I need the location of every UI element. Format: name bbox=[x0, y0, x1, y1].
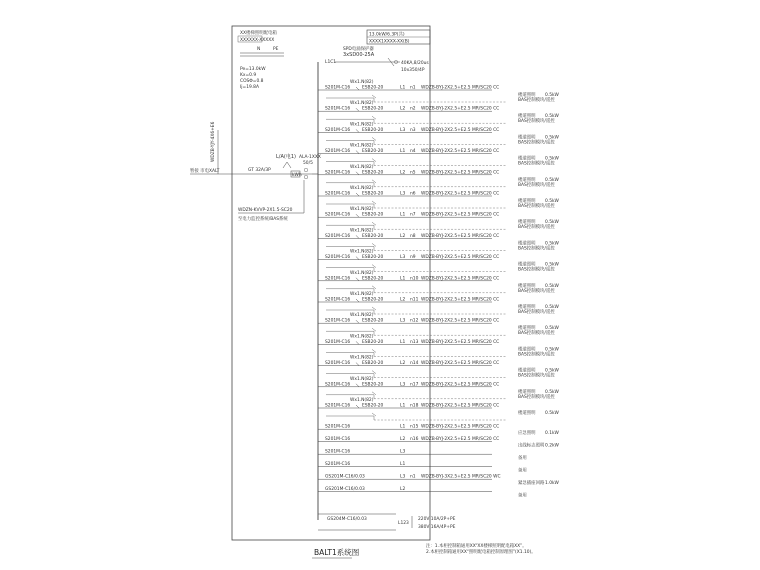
switch-icon bbox=[356, 235, 359, 238]
circuit-load: 应急照明 bbox=[518, 431, 536, 437]
info-ij: Ij=19.8A bbox=[240, 85, 259, 90]
relay-contact-icon bbox=[372, 201, 376, 204]
circuit-relay: Wx1.N(82) bbox=[350, 207, 374, 213]
ats-sub: 10x350/4P bbox=[401, 68, 425, 73]
circuit-relay: Wx1.N(82) bbox=[350, 164, 374, 170]
circuit-power: 0.1kW bbox=[545, 431, 559, 437]
circuit-contactor: ESB20-20 bbox=[362, 212, 384, 218]
circuit-load: 楼道照明 bbox=[518, 283, 536, 289]
circuit-number: n3 bbox=[410, 127, 416, 133]
relay-contact-icon bbox=[372, 349, 376, 352]
circuit-phase: L3 bbox=[400, 255, 406, 261]
circuit-load: 楼道照明 bbox=[518, 135, 536, 141]
incoming-cable2: WDZN-KVVP-2X1.5-SC20 bbox=[238, 208, 293, 213]
circuit-breaker: S201M-C16 bbox=[325, 403, 351, 409]
circuit-power: 0.5kW bbox=[545, 262, 559, 268]
circuit-bas: BAS控制模块/遥控 bbox=[518, 204, 555, 209]
circuit-breaker: S201M-C16 bbox=[325, 85, 351, 91]
circuit-cable: WDZB-BYJ-2X2.5+E2.5 MR/SC20 CC bbox=[421, 339, 500, 345]
circuit-load: 楼道照明 bbox=[518, 241, 536, 247]
relay-contact-icon bbox=[372, 413, 376, 416]
circuit-rows bbox=[318, 79, 560, 499]
circuit-relay: Wx1.N(82) bbox=[350, 101, 374, 107]
circuit-phase: L1 bbox=[400, 212, 406, 218]
circuit-cable: WDZB-BYJ-3X2.5+E2.5 MR/SC20 WC bbox=[421, 474, 501, 480]
circuit-power: 0.5kW bbox=[545, 326, 559, 332]
switch-icon bbox=[356, 384, 359, 387]
note-2: 2.本柜控制箱通用XX“照明配电箱控制原理图”(X1.10)。 bbox=[426, 550, 536, 555]
circuit-power: 0.5kW bbox=[545, 220, 559, 226]
circuit-load: 楼道照明 bbox=[518, 368, 536, 374]
circuit-number: n8 bbox=[410, 233, 416, 239]
circuit-breaker: S201M-C16 bbox=[325, 462, 351, 468]
circuit-phase: L3 bbox=[400, 449, 406, 455]
relay-contact-icon bbox=[372, 328, 376, 331]
circuit-contactor: ESB20-20 bbox=[362, 106, 384, 112]
circuit-breaker: S201M-C16 bbox=[325, 339, 351, 345]
circuit-breaker: S201M-C16 bbox=[325, 255, 351, 261]
circuit-contactor: ESB20-20 bbox=[362, 361, 384, 367]
circuit-cable: WDZB-BYJ-2X2.5+E2.5 MR/SC20 CC bbox=[421, 403, 500, 409]
circuit-bas: BAS控制模块/遥控 bbox=[518, 225, 555, 231]
relay-contact-icon bbox=[372, 137, 376, 140]
circuit-power: 0.5kW bbox=[545, 135, 559, 141]
relay-contact-icon bbox=[372, 286, 376, 289]
circuit-phase: L3 bbox=[400, 318, 406, 324]
circuit-number: n15 bbox=[410, 424, 419, 430]
circuit-number: n16 bbox=[410, 437, 419, 443]
info-top-sub: XXXXXX-XXXXX bbox=[240, 38, 275, 43]
circuit-power: 0.5kW bbox=[545, 368, 559, 374]
switch-icon bbox=[356, 363, 359, 366]
relay-contact-icon bbox=[372, 243, 376, 246]
circuit-cable: WDZB-BYJ-2X2.5+E2.5 MR/SC20 CC bbox=[421, 361, 500, 367]
info-kx: Kx=0.9 bbox=[240, 73, 257, 78]
circuit-breaker: S201M-C16 bbox=[325, 318, 351, 324]
incoming-cable: WDZB-YJY-4X6+E6 bbox=[211, 121, 216, 162]
switch-icon bbox=[356, 129, 359, 132]
circuit-relay: Wx1.N(82) bbox=[350, 334, 374, 340]
switch-icon bbox=[356, 278, 359, 281]
spd-model: 3xSD00-25A bbox=[343, 52, 375, 58]
circuit-contactor: ESB20-20 bbox=[362, 276, 384, 282]
circuit-relay: Wx1.N(82) bbox=[350, 228, 374, 234]
circuit-power: 0.5kW bbox=[545, 156, 559, 162]
circuit-relay: Wx1.N(82) bbox=[350, 376, 374, 382]
circuit-phase: L2 bbox=[400, 487, 406, 493]
relay-contact-icon bbox=[372, 159, 376, 162]
circuit-power: 0.5kW bbox=[545, 241, 559, 247]
circuit-bas: BAS控制模块/遥控 bbox=[518, 331, 555, 337]
circuit-breaker: S201M-C16 bbox=[325, 170, 351, 176]
circuit-load: 楼道照明 bbox=[518, 326, 536, 332]
circuit-number: n9 bbox=[410, 255, 416, 261]
circuit-breaker: GS201M-C16/0.03 bbox=[325, 474, 365, 480]
circuit-cable: WDZB-BYJ-2X2.5+E2.5 MR/SC20 CC bbox=[421, 233, 500, 239]
circuit-phase: L2 bbox=[400, 361, 406, 367]
header-box-line2: XXXX1XXXX-XX(B) bbox=[369, 39, 410, 45]
circuit-relay: Wx1.N(82) bbox=[350, 292, 374, 297]
circuit-phase: L1 bbox=[400, 403, 406, 409]
circuit-cable: WDZB-BYJ-2X2.5+E2.5 MR/SC20 CC bbox=[421, 437, 500, 443]
circuit-phase: L3 bbox=[400, 191, 406, 197]
circuit-power: 0.2kW bbox=[545, 443, 559, 449]
circuit-number: n7 bbox=[410, 212, 416, 218]
circuit-number: n4 bbox=[410, 149, 416, 155]
circuit-contactor: ESB20-20 bbox=[362, 191, 384, 197]
circuit-contactor: ESB20-20 bbox=[362, 127, 384, 133]
circuit-bas: BAS控制模块/遥控 bbox=[518, 119, 555, 125]
circuit-load: 楼道照明 bbox=[518, 305, 536, 310]
switch-icon bbox=[356, 172, 359, 175]
circuit-relay: Wx1.N(82) bbox=[350, 143, 374, 149]
busbar-label: L1C1 bbox=[325, 60, 337, 65]
circuit-load: 楼道照明 bbox=[518, 156, 536, 162]
incoming-breaker: GT 32A/3P bbox=[248, 168, 271, 173]
circuit-breaker: S201M-C16 bbox=[325, 424, 351, 430]
circuit-cable: WDZB-BYJ-2X2.5+E2.5 MR/SC20 CC bbox=[421, 85, 500, 91]
circuit-load: 楼道照明 bbox=[518, 93, 536, 98]
circuit-number: n13 bbox=[410, 339, 419, 345]
circuit-load: 楼道照明 bbox=[518, 114, 536, 120]
circuit-breaker: S201M-C16 bbox=[325, 191, 351, 197]
relay-contact-icon bbox=[372, 222, 376, 225]
circuit-phase: L2 bbox=[400, 106, 406, 112]
incoming-cable2-note: 至电力监控系统/BAS系统 bbox=[238, 217, 288, 222]
circuit-cable: WDZB-BYJ-2X2.5+E2.5 MR/SC20 CC bbox=[421, 212, 500, 218]
circuit-load: 楼道照明 bbox=[518, 262, 536, 268]
kwh-label: kWh bbox=[292, 173, 302, 178]
circuit-contactor: ESB20-20 bbox=[362, 339, 384, 345]
circuit-contactor: ESB20-20 bbox=[362, 149, 384, 155]
circuit-bas: BAS控制模块/遥控 bbox=[518, 246, 555, 252]
circuit-breaker: S201M-C16 bbox=[325, 233, 351, 239]
circuit-load: 备用 bbox=[518, 493, 527, 499]
circuit-bas: BAS控制模块/遥控 bbox=[518, 267, 555, 273]
circuit-bas: BAS控制模块/遥控 bbox=[518, 182, 555, 188]
relay-contact-icon bbox=[372, 392, 376, 395]
info-sep-pe: PE bbox=[273, 47, 279, 52]
circuit-phase: L1 bbox=[400, 424, 406, 430]
circuit-phase: L3 bbox=[400, 382, 406, 388]
circuit-bas: BAS控制模块/遥控 bbox=[518, 310, 555, 315]
circuit-breaker: S201M-C16 bbox=[325, 449, 351, 455]
circuit-contactor: ESB20-20 bbox=[362, 85, 384, 91]
socket-phase: L123 bbox=[398, 521, 409, 526]
circuit-load: 楼道照明 bbox=[518, 347, 536, 353]
header-box-line1: 13.0kW/6.3P(共) bbox=[369, 32, 405, 38]
circuit-relay: Wx1.N(82) bbox=[350, 249, 374, 255]
circuit-number: n1 bbox=[410, 85, 416, 91]
circuit-cable: WDZB-BYJ-2X2.5+E2.5 MR/SC20 CC bbox=[421, 127, 500, 133]
circuit-breaker: GS201M-C16/0.03 bbox=[325, 487, 365, 493]
circuit-bas: BAS控制模块/遥控 bbox=[518, 373, 555, 379]
circuit-number: n10 bbox=[410, 276, 419, 282]
circuit-cable: WDZB-BYJ-2X2.5+E2.5 MR/SC20 CC bbox=[421, 297, 500, 303]
socket-breaker: GS204M-C16/0.03 bbox=[327, 517, 367, 522]
circuit-load: 楼道照明 bbox=[518, 389, 536, 395]
circuit-bas: BAS控制模块/遥控 bbox=[518, 140, 555, 146]
switch-icon bbox=[356, 299, 359, 302]
circuit-cable: WDZB-BYJ-2X2.5+E2.5 MR/SC20 CC bbox=[421, 276, 500, 282]
circuit-bas: BAS控制模块/遥控 bbox=[518, 98, 555, 103]
circuit-relay: Wx1.N(82) bbox=[350, 270, 374, 276]
circuit-phase: L1 bbox=[400, 339, 406, 345]
circuit-cable: WDZB-BYJ-2X2.5+E2.5 MR/SC20 CC bbox=[421, 170, 500, 176]
circuit-contactor: ESB20-20 bbox=[362, 233, 384, 239]
switch-icon bbox=[356, 193, 359, 196]
circuit-relay: Wx1.N(82) bbox=[350, 80, 374, 85]
circuit-bas: BAS控制模块/遥控 bbox=[518, 394, 555, 400]
circuit-relay: Wx1.N(82) bbox=[350, 186, 374, 191]
circuit-bas: BAS控制模块/遥控 bbox=[518, 352, 555, 358]
circuit-phase: L1 bbox=[400, 276, 406, 282]
circuit-phase: L3 bbox=[400, 474, 406, 480]
ats-model: 40KA,8/20us bbox=[401, 61, 429, 66]
switch-icon bbox=[356, 405, 359, 408]
circuit-number: n1 bbox=[410, 474, 416, 480]
circuit-breaker: S201M-C16 bbox=[325, 106, 351, 112]
circuit-phase: L1 bbox=[400, 149, 406, 155]
relay-contact-icon bbox=[372, 95, 376, 98]
circuit-phase: L3 bbox=[400, 127, 406, 133]
circuit-relay: Wx1.N(82) bbox=[350, 398, 374, 403]
switch-icon bbox=[356, 108, 359, 111]
circuit-power: 0.5kW bbox=[545, 411, 559, 416]
circuit-breaker: S201M-C16 bbox=[325, 382, 351, 388]
switch-icon bbox=[356, 341, 359, 344]
info-sep-n: N bbox=[257, 47, 261, 52]
switch-icon bbox=[356, 214, 359, 217]
diagram-title: BALT1系统图 bbox=[314, 548, 360, 557]
circuit-load: 出线标志照明 bbox=[518, 443, 545, 449]
circuit-power: 0.5kW bbox=[545, 177, 559, 183]
circuit-relay: Wx1.N(82) bbox=[350, 355, 374, 361]
switch-icon bbox=[356, 320, 359, 323]
circuit-power: 0.5kW bbox=[545, 283, 559, 289]
circuit-number: n14 bbox=[410, 361, 419, 367]
circuit-relay: Wx1.N(82) bbox=[350, 122, 374, 128]
circuit-phase: L2 bbox=[400, 297, 406, 303]
circuit-contactor: ESB20-20 bbox=[362, 297, 384, 303]
circuit-relay: Wx1.N(82) bbox=[350, 313, 374, 319]
circuit-load: 楼道照明 bbox=[518, 177, 536, 183]
circuit-load: 楼道照明 bbox=[518, 199, 536, 204]
switch-icon bbox=[356, 87, 359, 90]
circuit-contactor: ESB20-20 bbox=[362, 382, 384, 388]
circuit-bas: BAS控制模块/遥控 bbox=[518, 161, 555, 167]
circuit-breaker: S201M-C16 bbox=[325, 297, 351, 303]
ct-label: ALA-1XXX bbox=[299, 155, 321, 160]
info-pe: Pe=13.0kW bbox=[240, 67, 266, 72]
info-top-note: XX楼梯照明配电箱 bbox=[240, 31, 277, 36]
circuit-number: n6 bbox=[410, 191, 416, 197]
circuit-cable: WDZB-BYJ-2X2.5+E2.5 MR/SC20 CC bbox=[421, 106, 500, 112]
circuit-number: n11 bbox=[410, 297, 419, 303]
relay-contact-icon bbox=[372, 265, 376, 268]
socket-group bbox=[318, 514, 456, 530]
circuit-power: 0.5kW bbox=[545, 305, 559, 310]
circuit-power: 0.5kW bbox=[545, 199, 559, 204]
circuit-load: 楼道照明 bbox=[518, 411, 536, 416]
circuit-cable: WDZB-BYJ-2X2.5+E2.5 MR/SC20 CC bbox=[421, 382, 500, 388]
circuit-power: 0.5kW bbox=[545, 347, 559, 353]
switch-icon bbox=[356, 257, 359, 260]
meter-label: L/A(电1) bbox=[276, 154, 296, 160]
circuit-breaker: S201M-C16 bbox=[325, 437, 351, 443]
circuit-load: 紧急插座回路 bbox=[518, 481, 545, 487]
circuit-load: 备用 bbox=[518, 468, 527, 474]
relay-contact-icon bbox=[372, 116, 376, 119]
circuit-contactor: ESB20-20 bbox=[362, 170, 384, 176]
relay-contact-icon bbox=[372, 180, 376, 183]
circuit-contactor: ESB20-20 bbox=[362, 318, 384, 324]
socket-line1: 220V 10A/2P+PE bbox=[418, 517, 456, 522]
circuit-breaker: S201M-C16 bbox=[325, 361, 351, 367]
circuit-breaker: S201M-C16 bbox=[325, 276, 351, 282]
circuit-cable: WDZB-BYJ-2X2.5+E2.5 MR/SC20 CC bbox=[421, 191, 500, 197]
circuit-power: 0.5kW bbox=[545, 114, 559, 120]
circuit-phase: L2 bbox=[400, 437, 406, 443]
circuit-breaker: S201M-C16 bbox=[325, 212, 351, 218]
ct-sub: 50/5 bbox=[303, 161, 313, 166]
circuit-bas: BAS控制模块/遥控 bbox=[518, 288, 555, 294]
socket-line2: 380V 16A/4P+PE bbox=[418, 525, 456, 530]
incoming-label: 暂接 市电XALT bbox=[190, 169, 220, 174]
spd-label: SPD电涌保护器 bbox=[343, 47, 374, 52]
note-1: 注：1.本柜控制箱通用XX“XX楼梯照明配电箱XX”。 bbox=[426, 544, 527, 549]
circuit-number: n5 bbox=[410, 170, 416, 176]
circuit-cable: WDZB-BYJ-2X2.5+E2.5 MR/SC20 CC bbox=[421, 149, 500, 155]
relay-contact-icon bbox=[372, 307, 376, 310]
circuit-cable: WDZB-BYJ-2X2.5+E2.5 MR/SC20 CC bbox=[421, 424, 500, 430]
circuit-phase: L1 bbox=[400, 85, 406, 91]
circuit-contactor: ESB20-20 bbox=[362, 255, 384, 261]
circuit-number: n2 bbox=[410, 106, 416, 112]
circuit-contactor: ESB20-20 bbox=[362, 403, 384, 409]
circuit-load: 备用 bbox=[518, 456, 527, 462]
circuit-phase: L2 bbox=[400, 170, 406, 176]
circuit-phase: L1 bbox=[400, 462, 406, 468]
circuit-number: n17 bbox=[410, 382, 419, 388]
circuit-load: 楼道照明 bbox=[518, 220, 536, 226]
circuit-power: 1.0kW bbox=[545, 481, 559, 487]
circuit-power: 0.5kW bbox=[545, 389, 559, 395]
circuit-breaker: S201M-C16 bbox=[325, 127, 351, 133]
circuit-phase: L2 bbox=[400, 233, 406, 239]
circuit-cable: WDZB-BYJ-2X2.5+E2.5 MR/SC20 CC bbox=[421, 255, 500, 261]
circuit-number: n12 bbox=[410, 318, 419, 324]
circuit-cable: WDZB-BYJ-2X2.5+E2.5 MR/SC20 CC bbox=[421, 318, 500, 324]
relay-contact-icon bbox=[372, 371, 376, 374]
circuit-power: 0.5kW bbox=[545, 93, 559, 98]
switch-icon bbox=[356, 151, 359, 154]
circuit-breaker: S201M-C16 bbox=[325, 149, 351, 155]
info-cos: COSΦ=0.8 bbox=[240, 79, 264, 84]
circuit-number: n18 bbox=[410, 403, 419, 409]
